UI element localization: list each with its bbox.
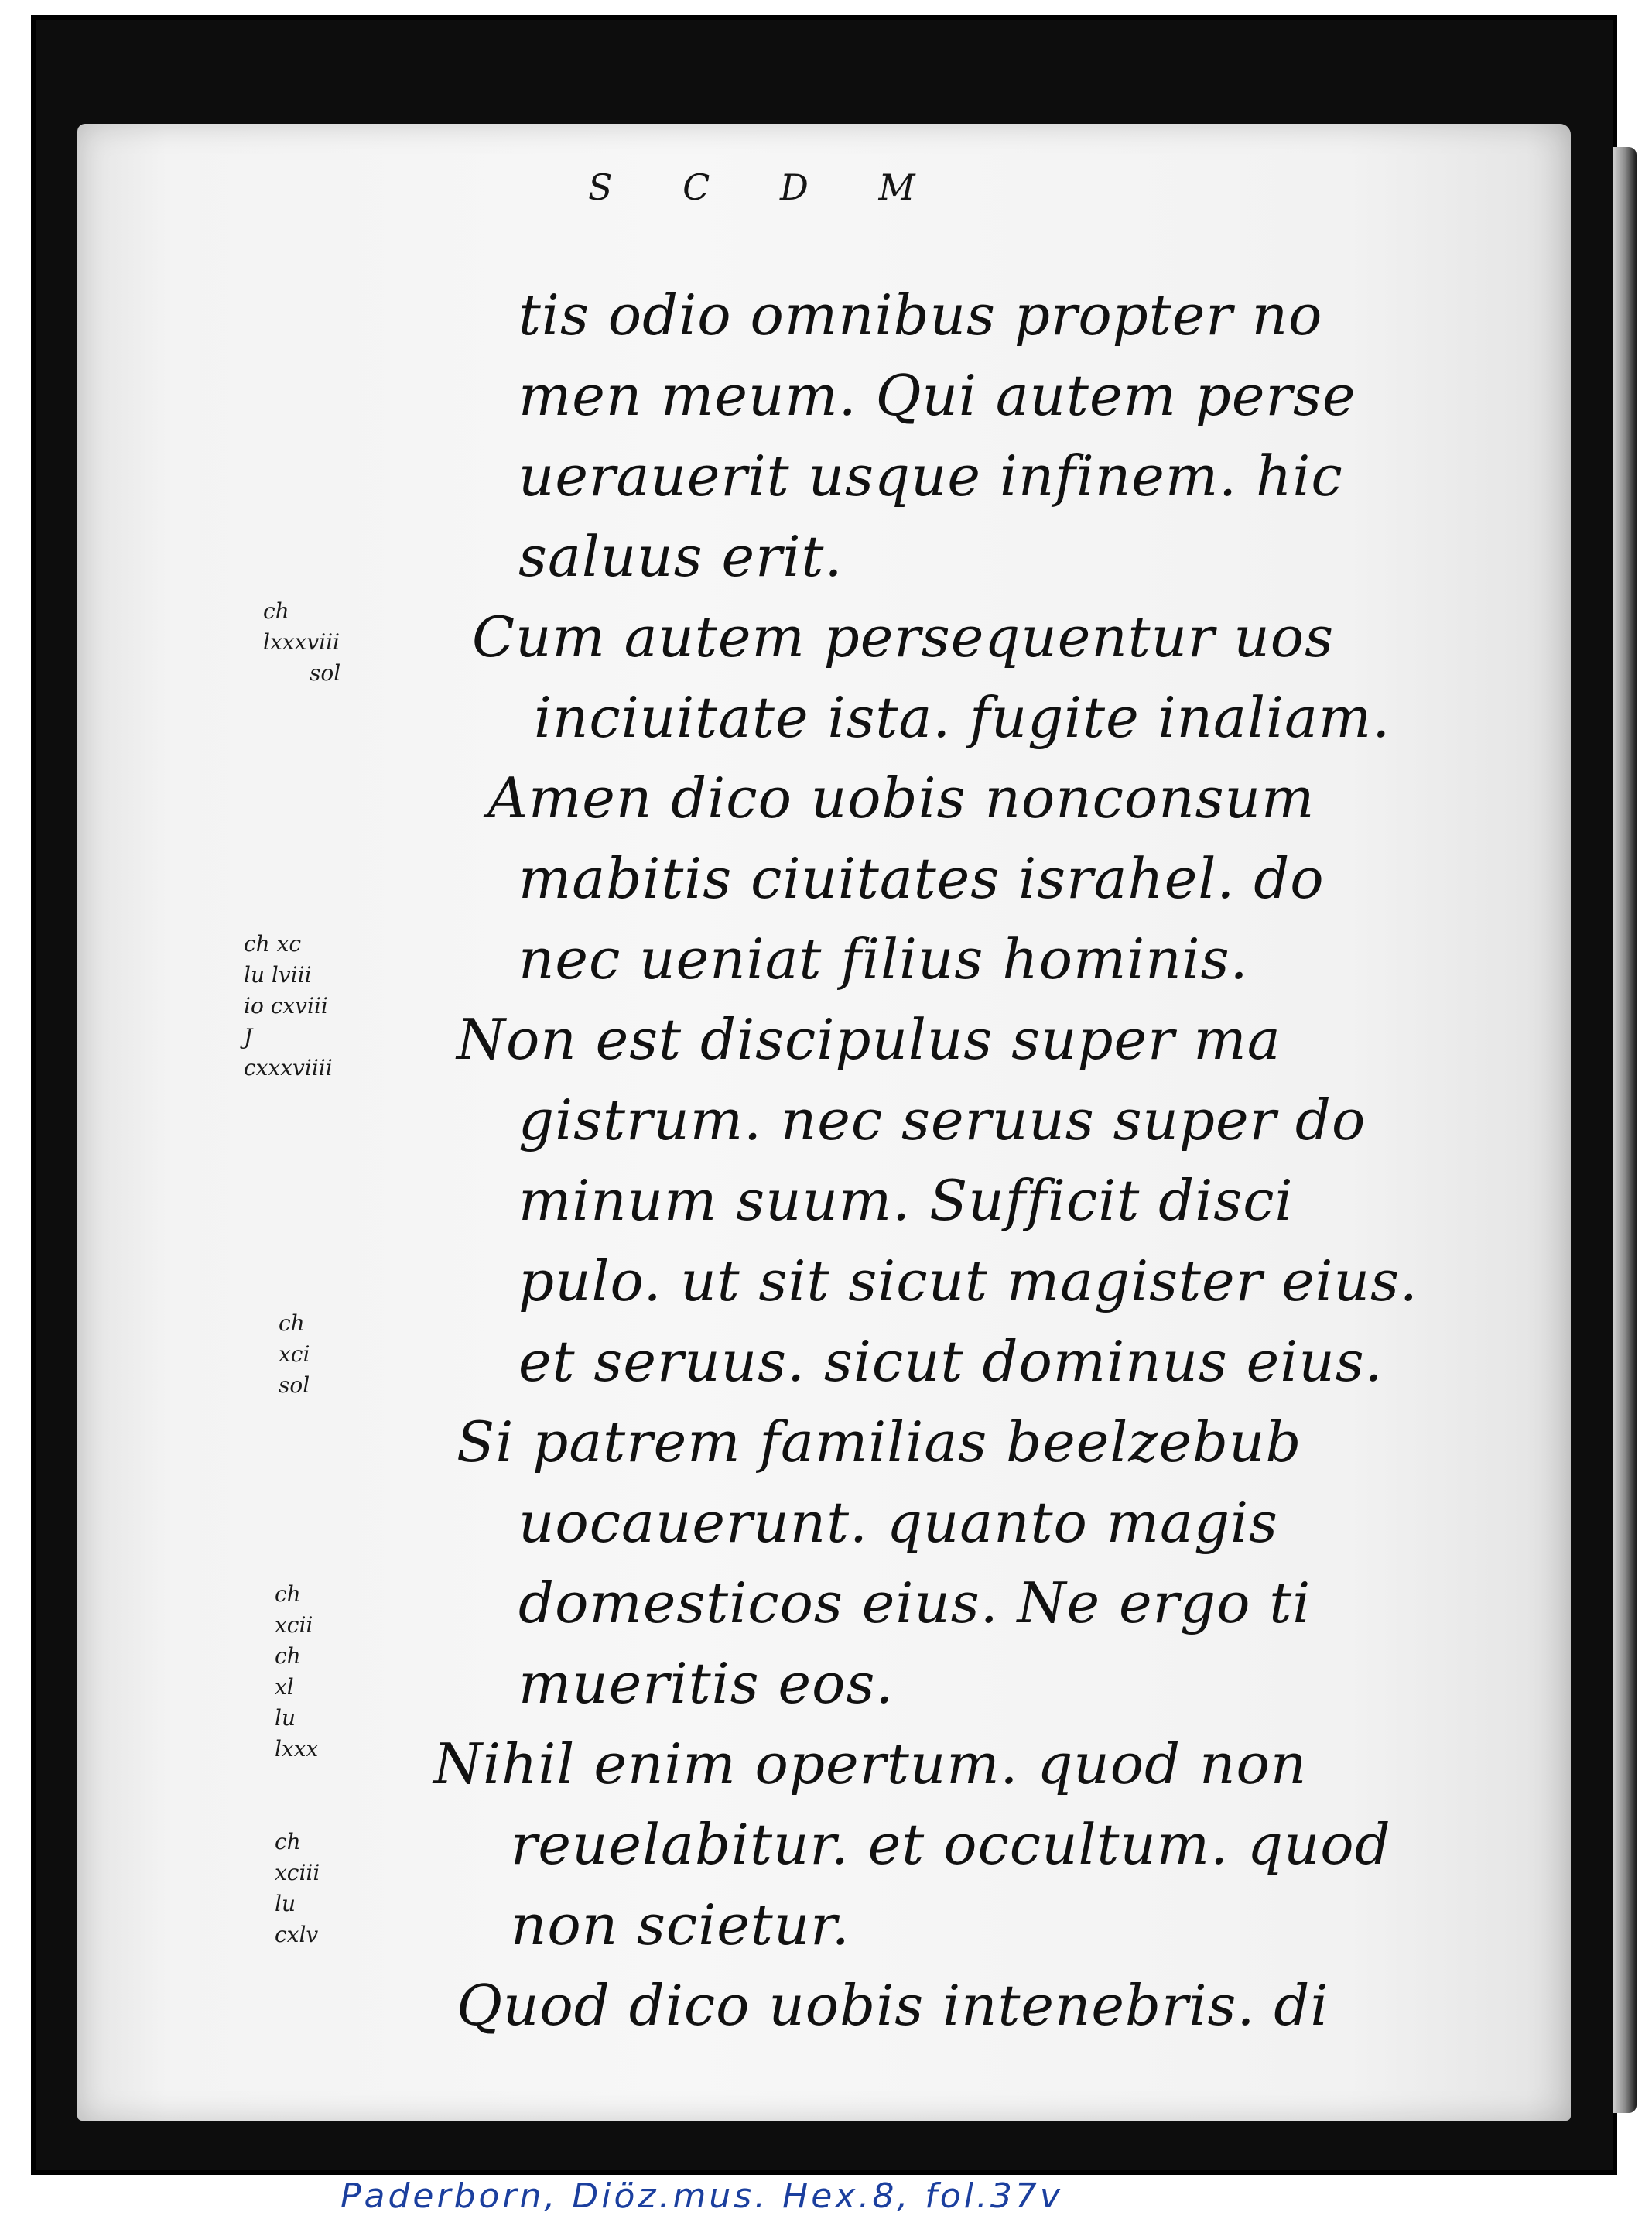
margin-note-2 <box>244 929 333 1084</box>
text-line: Si patrem familias beelzebub <box>457 1409 1302 1474</box>
text-line: pulo. ut sit sicut magister eius. <box>518 1248 1418 1313</box>
margin-note-line: ch xl <box>275 1643 301 1700</box>
text-line: gistrum. nec seruus super do <box>518 1087 1366 1152</box>
margin-note-line: lu lxxx <box>275 1705 319 1762</box>
text-line: uerauerit usque infinem. hic <box>518 443 1343 509</box>
text-line: Quod dico uobis intenebris. di <box>457 1973 1329 2038</box>
manuscript-leaf <box>77 124 1571 2121</box>
margin-note-line: ch xcii <box>275 1581 313 1638</box>
text-column <box>433 275 1524 2046</box>
text-line: mueritis eos. <box>518 1651 894 1716</box>
text-line: et seruus. sicut dominus eius. <box>518 1329 1384 1394</box>
text-line: Amen dico uobis nonconsum <box>487 765 1315 830</box>
margin-note-line: ch lxxxviii <box>263 598 340 655</box>
text-line: mabitis ciuitates israhel. do <box>518 846 1325 911</box>
text-line: tis odio omnibus propter no <box>518 283 1323 348</box>
margin-note-line: ch xc <box>244 931 302 957</box>
text-line: men meum. Qui autem perse <box>518 363 1356 428</box>
book-edge <box>1613 147 1637 2113</box>
text-line: Nihil enim opertum. quod non <box>433 1731 1308 1796</box>
text-line: inciuitate ista. fugite inaliam. <box>534 685 1391 750</box>
text-line: Cum autem persequentur uos <box>472 604 1335 669</box>
margin-note-4 <box>275 1579 318 1765</box>
margin-note-line: ch xci <box>279 1310 310 1367</box>
text-line: non scietur. <box>511 1892 850 1957</box>
margin-note-1 <box>263 596 340 689</box>
text-line: nec ueniat filius hominis. <box>518 926 1249 991</box>
header-mark: S C D M <box>588 166 945 208</box>
text-line: saluus erit. <box>518 524 843 589</box>
text-line: reuelabitur. et occultum. quod <box>511 1812 1391 1877</box>
margin-note-line: lu cxlv <box>275 1891 319 1947</box>
margin-note-line: io cxviii <box>244 993 328 1019</box>
text-line: minum suum. Sufficit disci <box>518 1168 1294 1233</box>
margin-note-line: J cxxxviiii <box>244 1024 333 1080</box>
text-line: Non est discipulus super ma <box>457 1007 1281 1072</box>
margin-note-5 <box>275 1827 320 1950</box>
margin-note-line: ch xciii <box>275 1829 320 1885</box>
text-line: uocauerunt. quanto magis <box>518 1490 1279 1555</box>
margin-note-line: sol <box>310 660 341 686</box>
archive-caption: Paderborn, Diöz.mus. Hex.8, fol.37v <box>340 2176 1063 2216</box>
text-line: domesticos eius. Ne ergo ti <box>518 1570 1312 1635</box>
margin-note-line: lu lviii <box>244 962 312 988</box>
margin-note-3 <box>279 1308 310 1401</box>
margin-note-line: sol <box>279 1372 310 1398</box>
